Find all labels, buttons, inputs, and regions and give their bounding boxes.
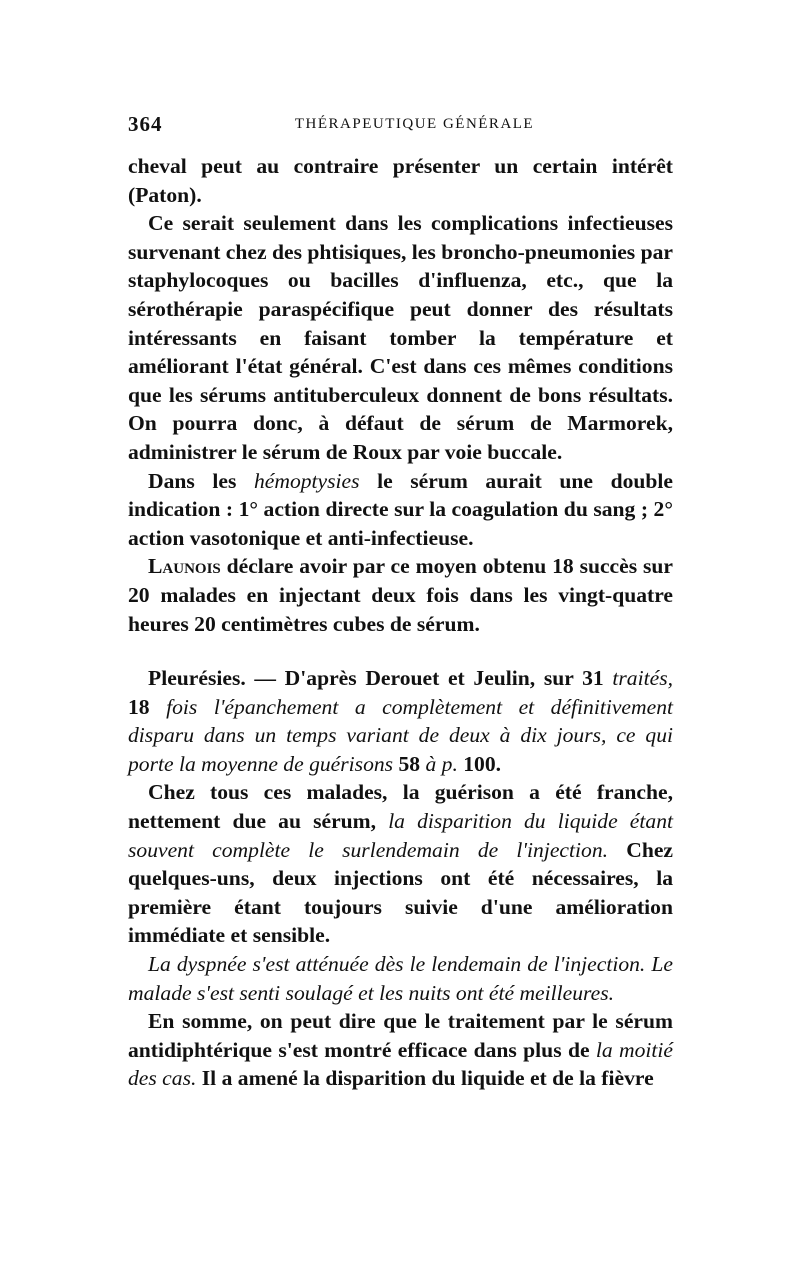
paragraph-6-emphasis: la disparition du liquide étant souvent complète le surlendemain de l'injection.: [128, 809, 673, 862]
paragraph-3-text-a: Dans les: [148, 468, 254, 493]
paragraph-3-emphasis: hémoptysies: [253, 468, 360, 493]
paragraph-5-emphasis-d: fois l'épanchement a complètement et définitivement disparu dans un temps variant de deux à dix jours, ce qui porte la moyenne de guérisons: [128, 694, 673, 776]
paragraph-5-emphasis-f: à p.: [425, 751, 458, 776]
paragraph-5-text-e: 58: [393, 751, 426, 776]
paragraph-8: [128, 1007, 673, 1093]
paragraph-6-text-c: Chez quelques-uns, deux injections ont été nécessaires, la première étant toujours suivie d'une amélioration immédiate et sensible.: [128, 837, 673, 948]
paragraph-5-text-a: — D'après Derouet et Jeulin, sur 31: [245, 666, 613, 691]
paragraph-3: [128, 467, 673, 553]
paragraph-8-emphasis: la moitié des cas.: [128, 1037, 674, 1091]
paragraph-4-text: déclare avoir par ce moyen obtenu 18 succès sur 20 malades en injectant deux fois dans les vingt-quatre heures 20 centimètres cubes de sérum.: [128, 554, 673, 636]
page-header: [128, 112, 673, 142]
paragraph-6: [128, 778, 673, 950]
paragraph-5-text-g: 100.: [457, 751, 502, 776]
paragraph-5: [128, 664, 673, 778]
paragraph-8-text-a: En somme, on peut dire que le traitement par le sérum antidiphtérique s'est montré efficace dans plus de: [128, 1009, 673, 1062]
page-body: [128, 152, 673, 1093]
author-name: Launois: [148, 554, 221, 579]
page-number: 364: [128, 112, 163, 136]
paragraph-5-text-c: 18: [128, 694, 167, 719]
paragraph-6-text-a: Chez tous ces malades, la guérison a été franche, nettement due au sérum,: [128, 780, 673, 834]
paragraph-7: La dyspnée s'est atténuée dès le lendemain de l'injection. Le malade s'est senti soulagé et les nuits ont été meilleures.: [128, 952, 673, 1005]
paragraph-1: cheval peut au contraire présenter un certain intérêt (Paton).: [128, 154, 673, 207]
section-heading: Pleurésies.: [148, 666, 246, 691]
paragraph-4: [128, 552, 673, 638]
paragraph-5-emphasis-b: traités,: [612, 666, 673, 691]
running-title: THÉRAPEUTIQUE GÉNÉRALE: [294, 116, 535, 132]
paragraph-8-text-c: Il a amené la disparition du liquide et de la fièvre: [196, 1066, 654, 1091]
paragraph-2: Ce serait seulement dans les complications infectieuses survenant chez des phtisiques, les broncho-pneumonies par staphylocoques ou bacilles d'influenza, etc., que la sérothérapie paraspécifique peut donner des résultats intéressants en faisant tomber la température et améliorant l'état général. C'est dans ces mêmes conditions que les sérums antituberculeux donnent de bons résultats. On pourra donc, à défaut de sérum de Marmorek, administrer le sérum de Roux par voie buccale.: [128, 211, 673, 464]
paragraph-3-text-c: le sérum aurait une double indication : 1° action directe sur la coagulation du sang ; 2° action vasotonique et anti-infectieuse.: [128, 468, 673, 550]
